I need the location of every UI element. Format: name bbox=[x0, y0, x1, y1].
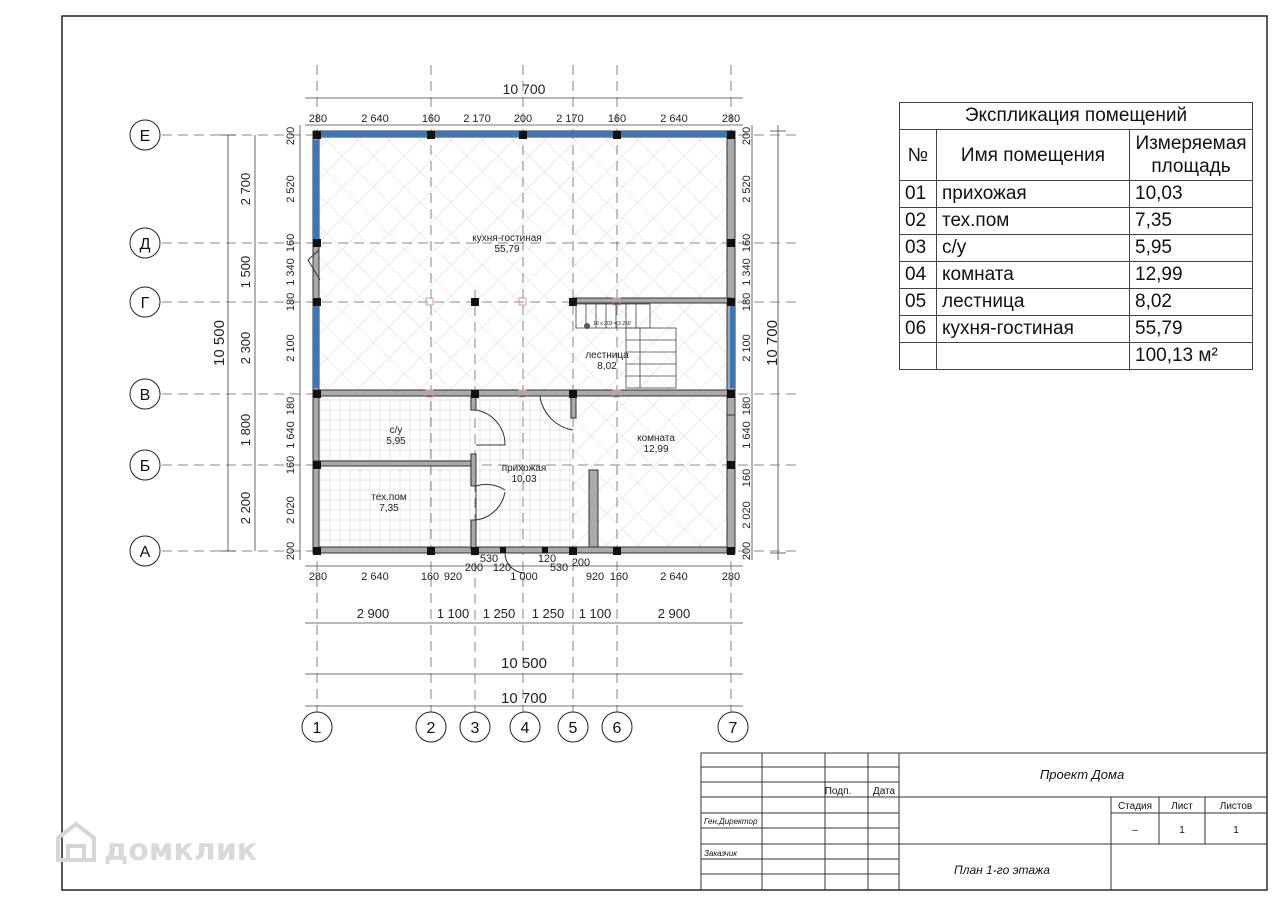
dim-bot2-0: 2 900 bbox=[356, 606, 390, 621]
dim-left-in-7: 1 640 bbox=[285, 421, 297, 449]
dim-bot-12: 160 bbox=[609, 571, 629, 583]
row-num: 03 bbox=[900, 235, 937, 262]
explication-table bbox=[899, 102, 1253, 370]
dim-left-axis-4: 2 200 bbox=[238, 491, 253, 525]
watermark-text: домклик bbox=[104, 833, 258, 868]
dim-left-in-6: 180 bbox=[285, 396, 297, 416]
row-name: лестница bbox=[937, 289, 1130, 316]
dim-top-5: 2 170 bbox=[556, 113, 584, 125]
dim-right-in-0: 200 bbox=[741, 126, 753, 146]
dim-left-in-3: 1 340 bbox=[285, 258, 297, 286]
dim-bot-0: 280 bbox=[308, 571, 328, 583]
stamp-sheets: 1 bbox=[1233, 825, 1239, 836]
row-area: 7,35 bbox=[1130, 208, 1253, 235]
axis-letter-4: Б bbox=[139, 458, 151, 475]
axis-num-6: 7 bbox=[728, 720, 738, 737]
room-hall-area: 10,03 bbox=[511, 474, 537, 485]
axis-letters bbox=[130, 120, 160, 566]
stamp-project: Проект Дома bbox=[1039, 767, 1125, 782]
dim-right-in-4: 180 bbox=[741, 292, 753, 312]
axis-letter-0: Е bbox=[139, 128, 151, 145]
row-num: 06 bbox=[900, 316, 937, 343]
dim-left-in-0: 200 bbox=[285, 126, 297, 146]
row-name: прихожая bbox=[937, 181, 1130, 208]
room-bedroom-name: комната bbox=[637, 433, 675, 444]
dim-left-axis-1: 1 500 bbox=[238, 255, 253, 289]
row-num: 04 bbox=[900, 262, 937, 289]
room-kitchen-area: 55,79 bbox=[494, 244, 520, 255]
dim-bot2-3: 1 250 bbox=[531, 606, 565, 621]
dim-bot-6: 120 bbox=[492, 562, 512, 574]
dim-bot-9: 530 bbox=[549, 562, 569, 574]
room-kitchen-name: кухня-гостиная bbox=[472, 233, 542, 244]
dim-bot-3: 920 bbox=[443, 571, 463, 583]
row-area: 10,03 bbox=[1130, 181, 1253, 208]
dim-bot-2: 160 bbox=[420, 571, 440, 583]
row-name: с/у bbox=[937, 235, 1130, 262]
dim-top-7: 2 640 bbox=[660, 113, 688, 125]
axis-letter-1: Д bbox=[139, 236, 151, 253]
row-num: 05 bbox=[900, 289, 937, 316]
dim-bot2-1: 1 100 bbox=[436, 606, 470, 621]
stamp-stage-label: Стадия bbox=[1117, 801, 1153, 812]
col-area-header: Измеряемая площадь bbox=[1130, 130, 1253, 181]
row-num: 01 bbox=[900, 181, 937, 208]
title-block-text bbox=[704, 767, 1252, 877]
axis-letter-2: Г bbox=[140, 295, 150, 312]
stamp-sheet-label: Лист bbox=[1171, 801, 1193, 812]
axis-num-2: 3 bbox=[470, 720, 480, 737]
stamp-customer: Заказчик bbox=[704, 849, 738, 858]
row-name: кухня-гостиная bbox=[937, 316, 1130, 343]
room-tech-name: тех.пом bbox=[371, 492, 407, 503]
dim-right-in-2: 160 bbox=[741, 233, 753, 253]
dim-right-in-8: 160 bbox=[741, 468, 753, 488]
dim-left-total: 10 500 bbox=[211, 320, 228, 366]
table-row bbox=[900, 262, 1253, 289]
dim-left-in-2: 160 bbox=[285, 233, 297, 253]
stamp-director: Ген.Директор bbox=[704, 817, 758, 826]
dim-right-in-10: 200 bbox=[741, 541, 753, 561]
table-row bbox=[900, 235, 1253, 262]
dim-bot-4: 200 bbox=[464, 562, 484, 574]
dim-bot-11: 920 bbox=[585, 571, 605, 583]
stamp-plan-title: План 1-го этажа bbox=[954, 863, 1050, 877]
row-name: тех.пом bbox=[937, 208, 1130, 235]
dim-left-axis-3: 1 800 bbox=[238, 413, 253, 447]
total-row bbox=[900, 343, 1253, 370]
col-num-header: № bbox=[900, 130, 937, 181]
dim-bot-5: 530 bbox=[479, 553, 499, 565]
dim-left-axis-0: 2 700 bbox=[238, 172, 253, 206]
axis-numbers bbox=[302, 712, 748, 742]
row-name: комната bbox=[937, 262, 1130, 289]
room-bath-name: с/у bbox=[389, 425, 403, 436]
room-bedroom-area: 12,99 bbox=[643, 444, 669, 455]
dim-top-1: 2 640 bbox=[361, 113, 389, 125]
dim-top-total: 10 700 bbox=[502, 81, 546, 97]
row-num: 02 bbox=[900, 208, 937, 235]
dim-bot2-4: 1 100 bbox=[578, 606, 612, 621]
dim-bot-8: 120 bbox=[537, 553, 557, 565]
dim-bot-14: 280 bbox=[721, 571, 741, 583]
dim-left-in-4: 180 bbox=[285, 292, 297, 312]
room-stairs-name: лестница bbox=[585, 350, 629, 361]
stamp-podp: Подп. bbox=[824, 786, 852, 797]
dim-bot-total2: 10 700 bbox=[501, 690, 547, 707]
dim-bot2-2: 1 250 bbox=[482, 606, 516, 621]
dim-top-2: 160 bbox=[421, 113, 441, 125]
axis-letter-3: В bbox=[139, 387, 151, 404]
dim-bot-total1: 10 500 bbox=[501, 655, 547, 672]
dim-bot-7: 1 000 bbox=[510, 571, 538, 583]
total-area: 100,13 м² bbox=[1130, 343, 1253, 370]
dim-bot-1: 2 640 bbox=[361, 571, 389, 583]
room-stairs-area: 8,02 bbox=[597, 361, 617, 372]
dim-right-in-9: 2 020 bbox=[741, 501, 753, 529]
axis-num-1: 2 bbox=[426, 720, 436, 737]
explication-title: Экспликация помещений bbox=[900, 103, 1253, 130]
dim-right-total: 10 700 bbox=[764, 320, 781, 366]
row-area: 5,95 bbox=[1130, 235, 1253, 262]
dim-top-3: 2 170 bbox=[463, 113, 491, 125]
dim-top-4: 200 bbox=[513, 113, 533, 125]
dim-right-in-7: 1 640 bbox=[741, 421, 753, 449]
stamp-data: Дата bbox=[872, 786, 896, 797]
stamp-sheets-label: Листов bbox=[1219, 801, 1253, 812]
axis-num-4: 5 bbox=[568, 720, 578, 737]
stamp-sheet: 1 bbox=[1179, 825, 1185, 836]
room-bath-area: 5,95 bbox=[386, 436, 406, 447]
table-row bbox=[900, 208, 1253, 235]
dim-right-in-1: 2 520 bbox=[741, 175, 753, 203]
stamp-stage: – bbox=[1132, 825, 1138, 836]
dim-bot-13: 2 640 bbox=[660, 571, 688, 583]
axis-num-0: 1 bbox=[312, 720, 322, 737]
right-dims bbox=[741, 127, 781, 560]
kitchen-floor bbox=[317, 135, 731, 391]
dim-left-in-5: 2 100 bbox=[285, 334, 297, 362]
dim-right-in-6: 180 bbox=[741, 396, 753, 416]
room-tech-area: 7,35 bbox=[379, 503, 399, 514]
dim-left-in-9: 2 020 bbox=[285, 496, 297, 524]
row-area: 12,99 bbox=[1130, 262, 1253, 289]
dim-bot2-5: 2 900 bbox=[657, 606, 691, 621]
left-dims bbox=[211, 127, 297, 560]
house-logo-icon bbox=[58, 824, 94, 860]
dim-right-in-5: 2 100 bbox=[741, 334, 753, 362]
dim-top-0: 280 bbox=[308, 113, 328, 125]
axis-num-5: 6 bbox=[612, 720, 622, 737]
dim-left-in-10: 200 bbox=[285, 541, 297, 561]
dim-left-in-8: 160 bbox=[285, 455, 297, 475]
dim-right-in-3: 1 340 bbox=[741, 258, 753, 286]
room-hall-name: прихожая bbox=[501, 463, 547, 474]
table-row bbox=[900, 289, 1253, 316]
table-row bbox=[900, 316, 1253, 343]
stair-note: 16 х 203 = 3 250 bbox=[593, 321, 631, 327]
dim-top-8: 280 bbox=[721, 113, 741, 125]
axis-letter-5: А bbox=[139, 544, 151, 561]
dim-left-in-1: 2 520 bbox=[285, 175, 297, 203]
dim-left-axis-2: 2 300 bbox=[238, 331, 253, 365]
table-row bbox=[900, 181, 1253, 208]
row-area: 8,02 bbox=[1130, 289, 1253, 316]
dim-top-6: 160 bbox=[607, 113, 627, 125]
col-name-header: Имя помещения bbox=[937, 130, 1130, 181]
dim-bot-10: 200 bbox=[571, 557, 591, 569]
row-area: 55,79 bbox=[1130, 316, 1253, 343]
axis-num-3: 4 bbox=[520, 720, 530, 737]
